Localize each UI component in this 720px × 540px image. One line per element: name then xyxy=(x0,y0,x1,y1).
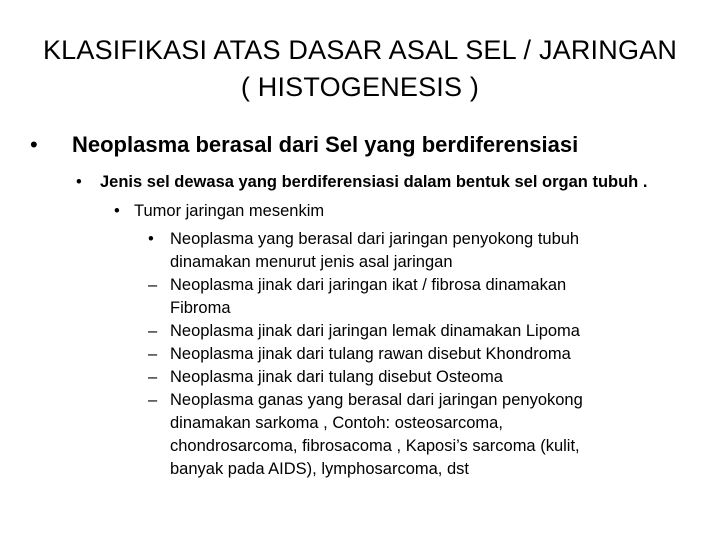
bullet-dot-icon: • xyxy=(76,173,82,191)
dash-icon: – xyxy=(148,391,158,409)
list-item-line: Neoplasma yang berasal dari jaringan penyokong tubuh xyxy=(170,230,580,248)
list-item-line: dinamakan sarkoma , Contoh: osteosarcoma, xyxy=(170,414,503,432)
bullet-level-2-text: Jenis sel dewasa yang berdiferensiasi dalam bentuk sel organ tubuh . xyxy=(100,173,648,191)
dash-icon: – xyxy=(148,345,158,363)
list-item-line: Neoplasma jinak dari tulang rawan disebut Khondroma xyxy=(170,345,571,363)
list-item xyxy=(148,343,668,366)
list-item-line: dinamakan menurut jenis asal jaringan xyxy=(170,253,453,271)
bullet-dot-icon: • xyxy=(114,202,120,220)
slide-title-line-2: ( HISTOGENESIS ) xyxy=(240,72,480,102)
list-item-line: Neoplasma jinak dari jaringan lemak dinamakan Lipoma xyxy=(170,322,580,340)
list-item-line: Neoplasma jinak dari tulang disebut Osteoma xyxy=(170,368,503,386)
list-item-line: Neoplasma ganas yang berasal dari jaringan penyokong xyxy=(170,391,583,409)
list-item xyxy=(148,274,668,320)
list-item xyxy=(148,320,668,343)
list-item xyxy=(148,366,668,389)
bullet-dot-icon: • xyxy=(148,230,154,248)
slide-title xyxy=(0,32,720,106)
list-item xyxy=(148,228,668,274)
dash-icon: – xyxy=(148,276,158,294)
tumor-type-list xyxy=(148,228,668,481)
bullet-dot-icon: • xyxy=(30,132,38,157)
list-item-line: Neoplasma jinak dari jaringan ikat / fibrosa dinamakan xyxy=(170,276,567,294)
list-item-line: chondrosarcoma, fibrosacoma , Kaposi’s sarcoma (kulit, xyxy=(170,437,580,455)
bullet-level-1-text: Neoplasma berasal dari Sel yang berdiferensiasi xyxy=(72,132,579,157)
dash-icon: – xyxy=(148,322,158,340)
dash-icon: – xyxy=(148,368,158,386)
list-item-line: Fibroma xyxy=(170,299,231,317)
bullet-level-3-text: Tumor jaringan mesenkim xyxy=(134,202,325,220)
slide-title-line-1: KLASIFIKASI ATAS DASAR ASAL SEL / JARINGAN xyxy=(42,35,678,65)
list-item-line: banyak pada AIDS), lymphosarcoma, dst xyxy=(170,460,469,478)
list-item xyxy=(148,389,668,481)
